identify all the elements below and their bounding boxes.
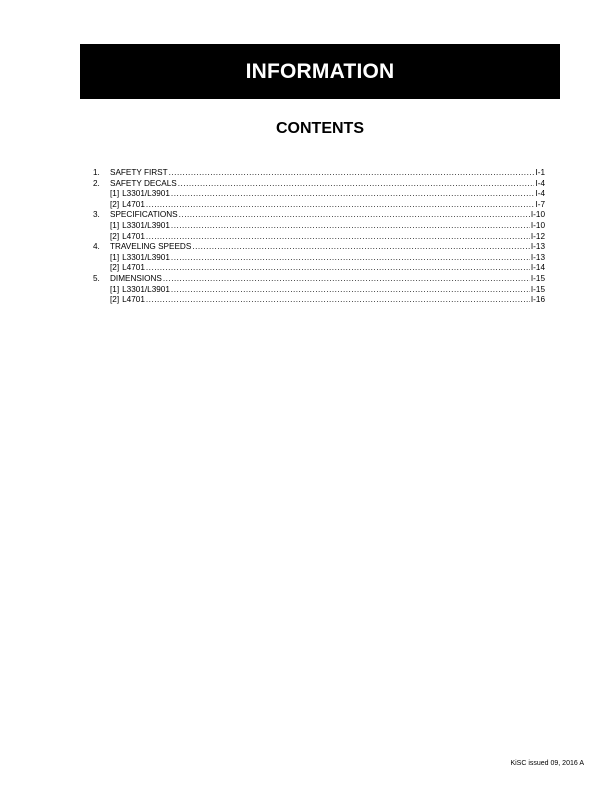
toc-leader-dots <box>163 274 530 285</box>
toc-subentry[interactable] <box>93 295 545 306</box>
toc-page-number: I-13 <box>530 252 545 262</box>
toc-leader-dots <box>146 200 535 211</box>
toc-leader-dots <box>178 179 535 190</box>
toc-subentry-tag: [1] <box>110 284 120 294</box>
toc-page-number: I-7 <box>535 199 545 209</box>
toc-leader-dots <box>171 253 530 264</box>
toc-entry[interactable] <box>93 168 545 179</box>
toc-subentry-tag: [1] <box>110 220 120 230</box>
toc-page-number: I-13 <box>530 242 545 252</box>
toc-leader-dots <box>146 295 530 306</box>
toc-entry-title: L4701 <box>122 199 145 209</box>
toc-page-number: I-4 <box>535 189 545 199</box>
toc-entry-title: L3301/L3901 <box>122 220 170 230</box>
toc-page-number: I-10 <box>530 220 545 230</box>
toc-subentry-tag: [1] <box>110 189 120 199</box>
toc-subentry-tag: [2] <box>110 231 120 241</box>
toc-entry-number: 4. <box>93 242 100 252</box>
toc-subentry-tag: [2] <box>110 199 120 209</box>
toc-entry-number: 2. <box>93 178 100 188</box>
toc-page-number: I-1 <box>535 168 545 177</box>
toc-entry-title: L3301/L3901 <box>122 189 170 199</box>
toc-entry[interactable] <box>93 242 545 253</box>
toc-page-number: I-4 <box>535 178 545 188</box>
toc-entry[interactable] <box>93 179 545 190</box>
toc-page-number: I-12 <box>530 231 545 241</box>
toc-entry-title: L4701 <box>122 295 145 305</box>
toc-page-number: I-16 <box>530 295 545 305</box>
toc-page-number: I-15 <box>530 273 545 283</box>
toc-subentry[interactable] <box>93 221 545 232</box>
toc-leader-dots <box>171 221 530 232</box>
toc-page-number: I-10 <box>530 210 545 220</box>
toc-leader-dots <box>171 189 535 200</box>
toc-entry-title: SPECIFICATIONS <box>110 210 178 220</box>
toc-entry[interactable] <box>93 210 545 221</box>
toc-leader-dots <box>146 263 530 274</box>
toc-entry-title: DIMENSIONS <box>110 273 162 283</box>
toc-page-number: I-15 <box>530 284 545 294</box>
toc-subentry[interactable] <box>93 263 545 274</box>
toc-subentry-tag: [1] <box>110 252 120 262</box>
toc-entry[interactable] <box>93 274 545 285</box>
toc-subentry[interactable] <box>93 253 545 264</box>
section-title: INFORMATION <box>245 59 395 83</box>
toc-entry-title: L4701 <box>122 263 145 273</box>
toc-subentry[interactable] <box>93 200 545 211</box>
toc-entry-title: TRAVELING SPEEDS <box>110 242 192 252</box>
toc-leader-dots <box>146 232 530 243</box>
toc-entry-title: SAFETY FIRST <box>110 168 168 177</box>
toc-leader-dots <box>192 242 530 253</box>
contents-heading: CONTENTS <box>276 120 364 137</box>
toc-entry-title: L4701 <box>122 231 145 241</box>
toc-subentry-tag: [2] <box>110 295 120 305</box>
toc-entry-number: 5. <box>93 273 100 283</box>
table-of-contents <box>93 168 545 306</box>
toc-entry-title: SAFETY DECALS <box>110 178 177 188</box>
toc-leader-dots <box>179 210 530 221</box>
issue-footer: KiSC issued 09, 2016 A <box>510 760 584 767</box>
toc-entry-number: 1. <box>93 168 100 177</box>
toc-entry-title: L3301/L3901 <box>122 252 170 262</box>
toc-leader-dots <box>171 285 530 296</box>
toc-entry-title: L3301/L3901 <box>122 284 170 294</box>
toc-entry-number: 3. <box>93 210 100 220</box>
toc-subentry[interactable] <box>93 232 545 243</box>
toc-subentry-tag: [2] <box>110 263 120 273</box>
toc-subentry[interactable] <box>93 285 545 296</box>
section-banner <box>80 44 560 99</box>
toc-subentry[interactable] <box>93 189 545 200</box>
toc-page-number: I-14 <box>530 263 545 273</box>
toc-leader-dots <box>169 168 535 179</box>
